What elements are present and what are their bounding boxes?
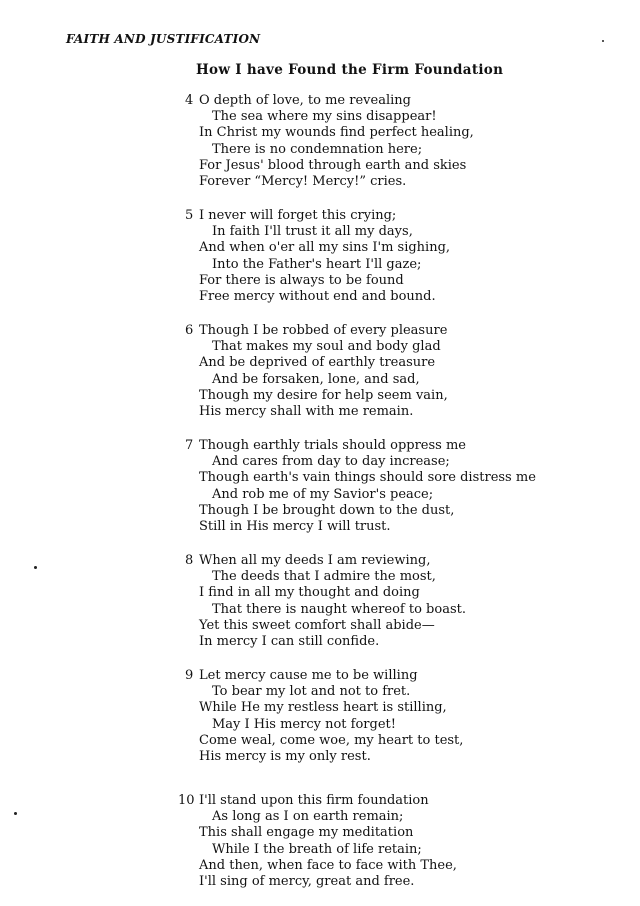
verse-line: And be deprived of earthly treasure	[199, 355, 436, 371]
verse-line: His mercy shall with me remain.	[199, 404, 414, 419]
verse-line: In Christ my wounds find perfect healing,	[199, 125, 474, 141]
verse-line: May I His mercy not forget!	[212, 716, 396, 732]
verse-line: Though earth's vain things should sore distress me	[199, 470, 536, 486]
verse-line: As long as I on earth remain;	[212, 809, 404, 825]
verse-line: And be forsaken, lone, and sad,	[212, 371, 420, 387]
verse-line: Though earthly trials should oppress me	[199, 438, 466, 453]
verse-line: Though I be brought down to the dust,	[199, 502, 455, 518]
stanza-number: 6	[185, 323, 194, 338]
verse-line: Still in His mercy I will trust.	[199, 519, 391, 534]
verse-line: I'll sing of mercy, great and free.	[199, 874, 415, 889]
verse-line: Forever “Mercy! Mercy!” cries.	[199, 174, 407, 189]
verse-line: That there is naught whereof to boast.	[212, 601, 466, 617]
verse-line: Come weal, come woe, my heart to test,	[199, 732, 464, 748]
verse-line: And rob me of my Savior's peace;	[212, 486, 434, 502]
verse-line: The sea where my sins disappear!	[212, 109, 437, 125]
print-speck	[14, 812, 17, 815]
verse-line: Let mercy cause me to be willing	[199, 668, 418, 683]
verse-line: Yet this sweet comfort shall abide—	[199, 617, 435, 633]
stanza-number: 4	[185, 93, 194, 108]
verse-line: For Jesus' blood through earth and skies	[199, 157, 467, 173]
stanza-number: 5	[185, 208, 194, 223]
verse-line: Though my desire for help seem vain,	[199, 387, 448, 403]
verse-line: In faith I'll trust it all my days,	[212, 224, 413, 240]
stanza-number: 9	[185, 668, 194, 683]
stanza-number: 10	[178, 793, 195, 808]
verse-line: O depth of love, to me revealing	[199, 93, 411, 108]
verse-line: To bear my lot and not to fret.	[212, 684, 411, 700]
verse-line: His mercy is my only rest.	[199, 749, 371, 764]
verse-line: That makes my soul and body glad	[212, 339, 441, 355]
verse-line: The deeds that I admire the most,	[212, 569, 436, 585]
verse-line: I never will forget this crying;	[199, 208, 397, 223]
verse-line: Into the Father's heart I'll gaze;	[212, 256, 422, 272]
verse-line: I find in all my thought and doing	[199, 585, 420, 601]
verse-line: While He my restless heart is stilling,	[199, 700, 447, 716]
verse-line: I'll stand upon this firm foundation	[199, 793, 429, 808]
stanza-number: 7	[185, 438, 194, 453]
verse-line: In mercy I can still confide.	[199, 634, 380, 649]
running-head: FAITH AND JUSTIFICATION	[66, 32, 261, 46]
verse-line: And then, when face to face with Thee,	[199, 857, 457, 873]
hymn-title: How I have Found the Firm Foundation	[196, 62, 504, 78]
verse-line: For there is always to be found	[199, 272, 404, 288]
verse-line: When all my deeds I am reviewing,	[199, 553, 431, 568]
verse-line: Free mercy without end and bound.	[199, 289, 436, 304]
verse-line: And cares from day to day increase;	[212, 454, 450, 470]
stanza-number: 8	[185, 553, 194, 568]
verse-line: Though I be robbed of every pleasure	[199, 323, 448, 338]
verse-line: This shall engage my meditation	[199, 825, 414, 841]
print-speck	[34, 566, 37, 569]
verse-line: There is no condemnation here;	[212, 141, 423, 157]
print-speck	[602, 40, 604, 42]
verse-line: While I the breath of life retain;	[212, 841, 422, 857]
verse-line: And when o'er all my sins I'm sighing,	[199, 240, 451, 256]
